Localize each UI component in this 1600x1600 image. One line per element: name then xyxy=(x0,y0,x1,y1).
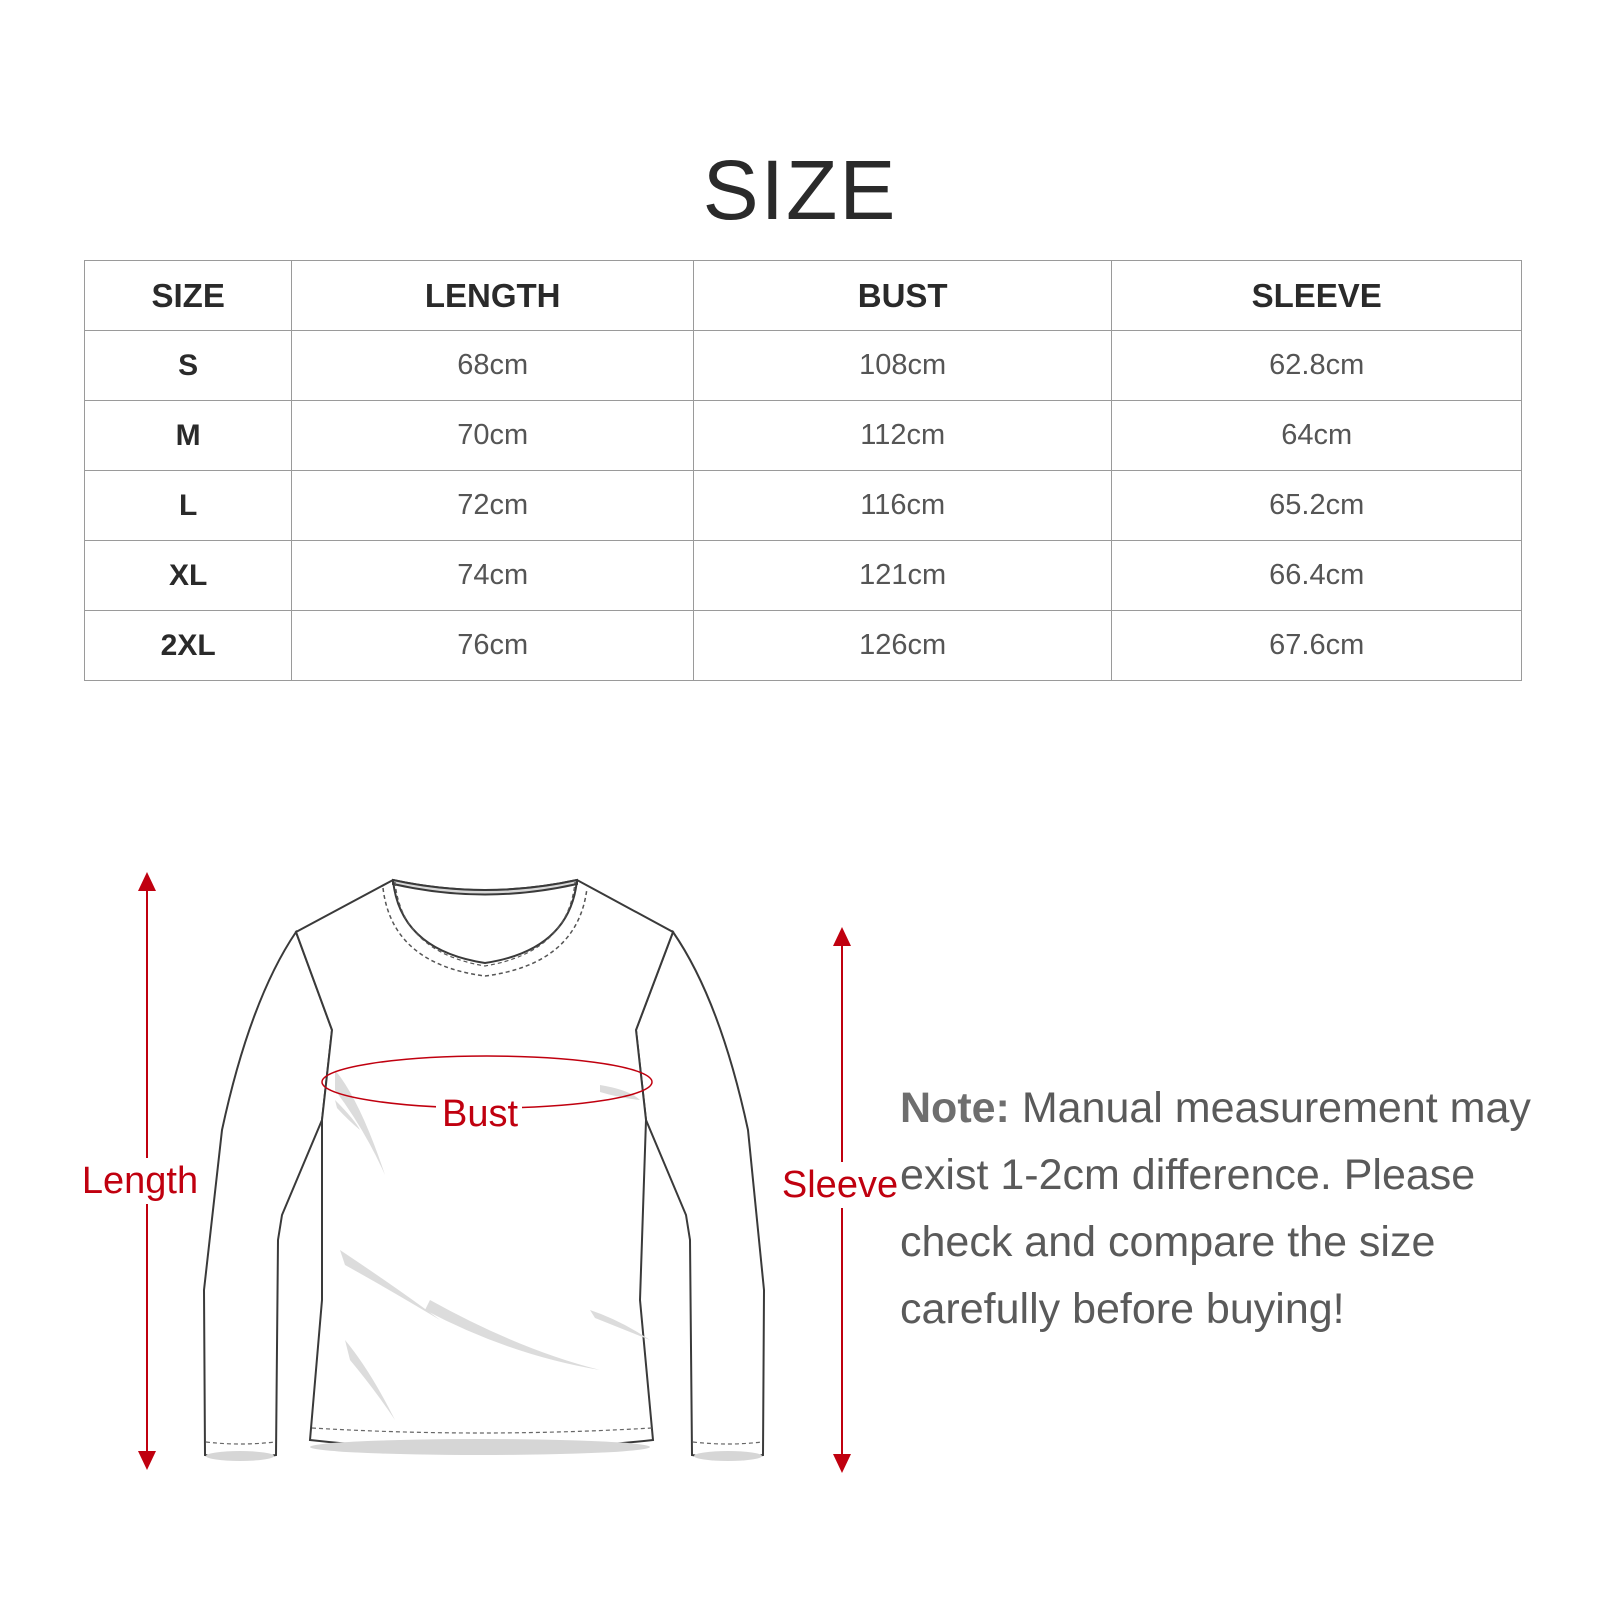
size-cell: 2XL xyxy=(85,611,292,681)
page-title: SIZE xyxy=(702,143,898,237)
right-sleeve xyxy=(636,932,764,1459)
note-text-block xyxy=(900,1075,1540,1343)
left-cuff-shadow xyxy=(206,1451,274,1461)
size-cell: XL xyxy=(85,541,292,611)
length-cell: 72cm xyxy=(292,471,694,541)
sleeve-label: Sleeve xyxy=(781,1164,899,1206)
bust-cell: 126cm xyxy=(694,611,1112,681)
header-sleeve: SLEEVE xyxy=(1112,261,1522,331)
right-cuff-shadow xyxy=(694,1451,762,1461)
size-table xyxy=(84,260,1522,681)
table-row xyxy=(85,401,1522,471)
length-cell: 70cm xyxy=(292,401,694,471)
note-label: Note: xyxy=(900,1084,1010,1132)
length-cell: 76cm xyxy=(292,611,694,681)
header-length: LENGTH xyxy=(292,261,694,331)
size-cell: L xyxy=(85,471,292,541)
shirt-outline xyxy=(204,880,764,1459)
bust-label: Bust xyxy=(441,1093,519,1135)
length-cell: 74cm xyxy=(292,541,694,611)
sleeve-cell: 64cm xyxy=(1112,401,1522,471)
header-bust: BUST xyxy=(694,261,1112,331)
sleeve-cell: 65.2cm xyxy=(1112,471,1522,541)
size-cell: S xyxy=(85,331,292,401)
hem-shadow xyxy=(310,1439,650,1455)
table-row xyxy=(85,331,1522,401)
sleeve-cell: 67.6cm xyxy=(1112,611,1522,681)
bust-cell: 108cm xyxy=(694,331,1112,401)
left-sleeve xyxy=(204,932,332,1459)
bust-cell: 121cm xyxy=(694,541,1112,611)
bust-cell: 116cm xyxy=(694,471,1112,541)
note-body: Manual measurement may exist 1-2cm difference. Please check and compare the size carefully before buying! xyxy=(900,1084,1531,1333)
header-size: SIZE xyxy=(85,261,292,331)
table-row xyxy=(85,541,1522,611)
sleeve-cell: 62.8cm xyxy=(1112,331,1522,401)
bust-cell: 112cm xyxy=(694,401,1112,471)
length-label: Length xyxy=(81,1160,199,1202)
size-cell: M xyxy=(85,401,292,471)
table-row xyxy=(85,471,1522,541)
length-cell: 68cm xyxy=(292,331,694,401)
table-row xyxy=(85,611,1522,681)
table-header-row xyxy=(85,261,1522,331)
shirt-measurement-diagram xyxy=(0,840,900,1480)
sleeve-cell: 66.4cm xyxy=(1112,541,1522,611)
